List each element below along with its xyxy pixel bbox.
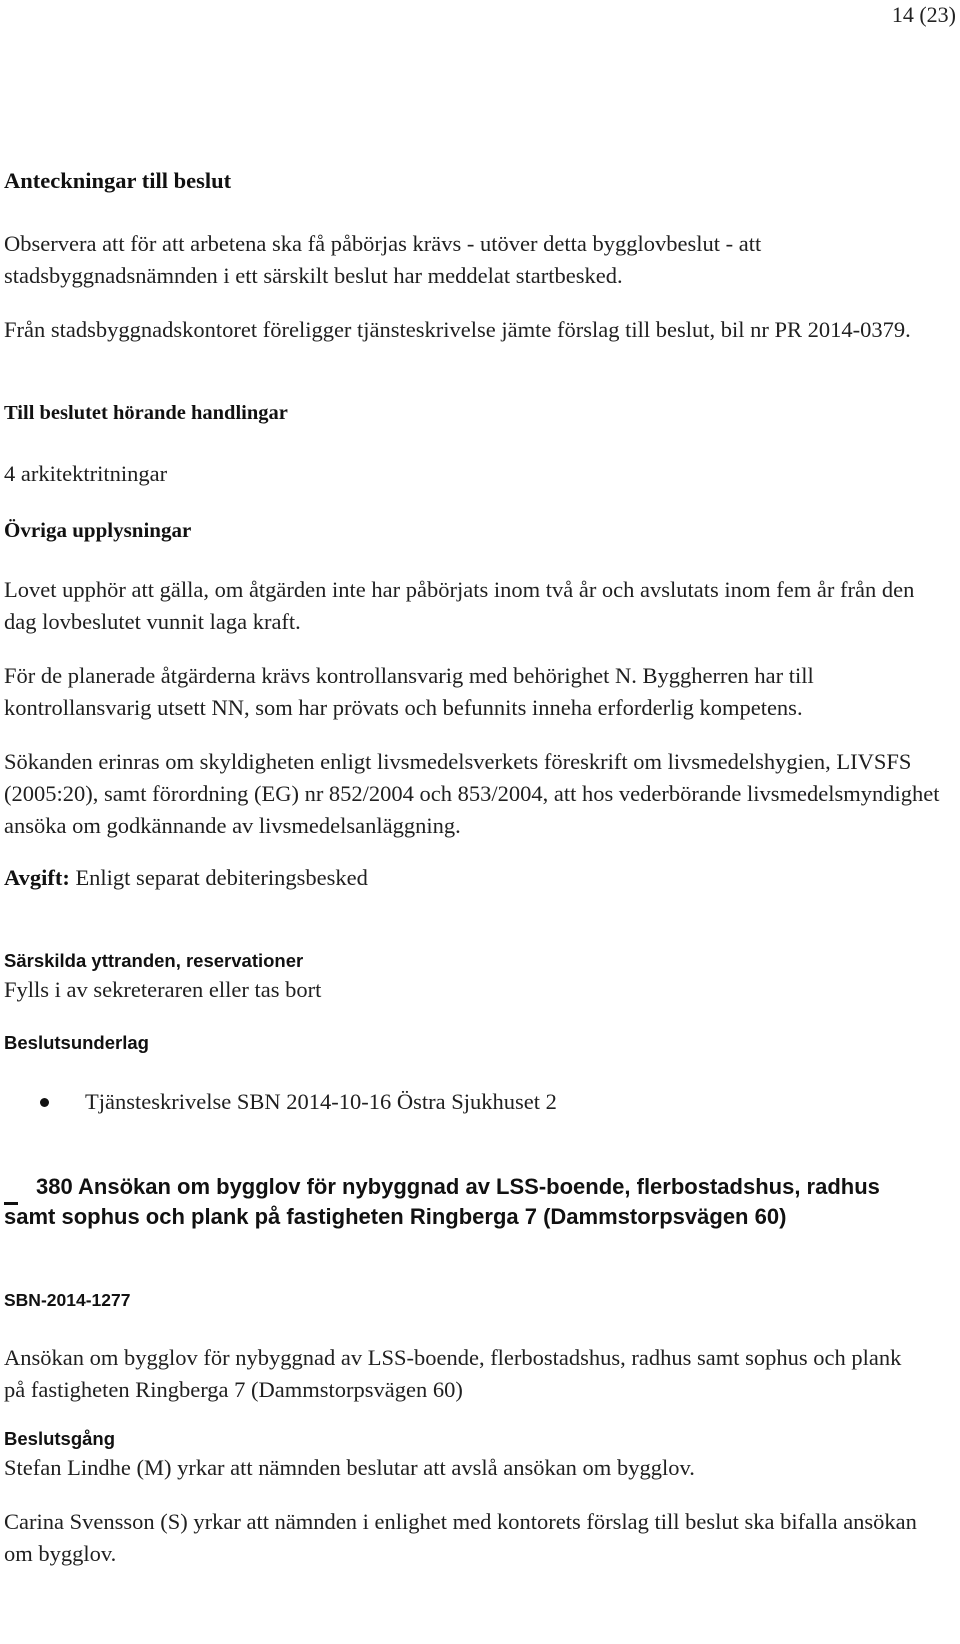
paragraph-yrkande-svensson: Carina Svensson (S) yrkar att nämnden i enlighet med kontorets förslag till beslut ska bifalla ansökan om bygglov. bbox=[4, 1509, 917, 1566]
paragraph-arkitektritningar: 4 arkitektritningar bbox=[4, 461, 168, 486]
section-heading-anteckningar: Anteckningar till beslut bbox=[4, 168, 232, 193]
paragraph-kontrollansvarig: För de planerade åtgärderna krävs kontrollansvarig med behörighet N. Byggherren har till kontrollansvarig utsett NN, som har prövats och befunnits inneha erforderlig kompetens. bbox=[4, 663, 814, 720]
paragraph-startbesked: Observera att för att arbetena ska få påbörjas krävs - utöver detta bygglovbeslut - att stadsbyggnadsnämnden i ett särskilt beslut har meddelat startbesked. bbox=[4, 231, 762, 288]
page-number: 14 (23) bbox=[891, 2, 956, 27]
bullet-icon bbox=[40, 1098, 49, 1107]
section-heading-handlingar: Till beslutet hörande handlingar bbox=[4, 402, 288, 424]
avgift-text: Enligt separat debiteringsbesked bbox=[69, 865, 368, 890]
paragraph-arende-beskrivning: Ansökan om bygglov för nybyggnad av LSS-boende, flerbostadshus, radhus samt sophus och plank på fastigheten Ringberga 7 (Dammstorpsvägen 60) bbox=[4, 1345, 902, 1402]
avgift-label: Avgift: bbox=[4, 865, 70, 890]
paragraph-tjansteskrivelse: Från stadsbyggnadskontoret föreligger tjänsteskrivelse jämte förslag till beslut, bil nr PR 2014-0379. bbox=[4, 317, 911, 342]
paragraph-livsmedel: Sökanden erinras om skyldigheten enligt livsmedelsverkets föreskrift om livsmedelshygien, LIVSFS (2005:20), samt förordning (EG) nr 852/2004 och 853/2004, att hos vederbörande livsmedelsmyndighet ansöka om godkännande av livsmedelsanläggning. bbox=[4, 749, 940, 838]
section-heading-yttranden: Särskilda yttranden, reservationer bbox=[4, 950, 304, 971]
arende-title: 380 Ansökan om bygglov för nybyggnad av LSS-boende, flerbostadshus, radhus samt sophus och plank på fastigheten Ringberga 7 (Dammstorpsvägen 60) bbox=[4, 1174, 880, 1229]
list-item-text: Tjänsteskrivelse SBN 2014-10-16 Östra Sjukhuset 2 bbox=[85, 1089, 557, 1114]
diarienummer: SBN-2014-1277 bbox=[4, 1290, 131, 1310]
paragraph-lovet-upphor: Lovet upphör att gälla, om åtgärden inte har påbörjats inom två år och avslutats inom fem år från den dag lovbeslutet vunnit laga kraft. bbox=[4, 577, 915, 634]
paragraph-yrkande-lindhe: Stefan Lindhe (M) yrkar att nämnden beslutar att avslå ansökan om bygglov. bbox=[4, 1455, 695, 1480]
section-heading-beslutsunderlag: Beslutsunderlag bbox=[4, 1032, 149, 1053]
paragraph-yttranden: Fylls i av sekreteraren eller tas bort bbox=[4, 977, 322, 1002]
section-heading-upplysningar: Övriga upplysningar bbox=[4, 518, 192, 542]
avgift-line bbox=[4, 862, 944, 894]
section-heading-beslutsgang: Beslutsgång bbox=[4, 1428, 116, 1449]
